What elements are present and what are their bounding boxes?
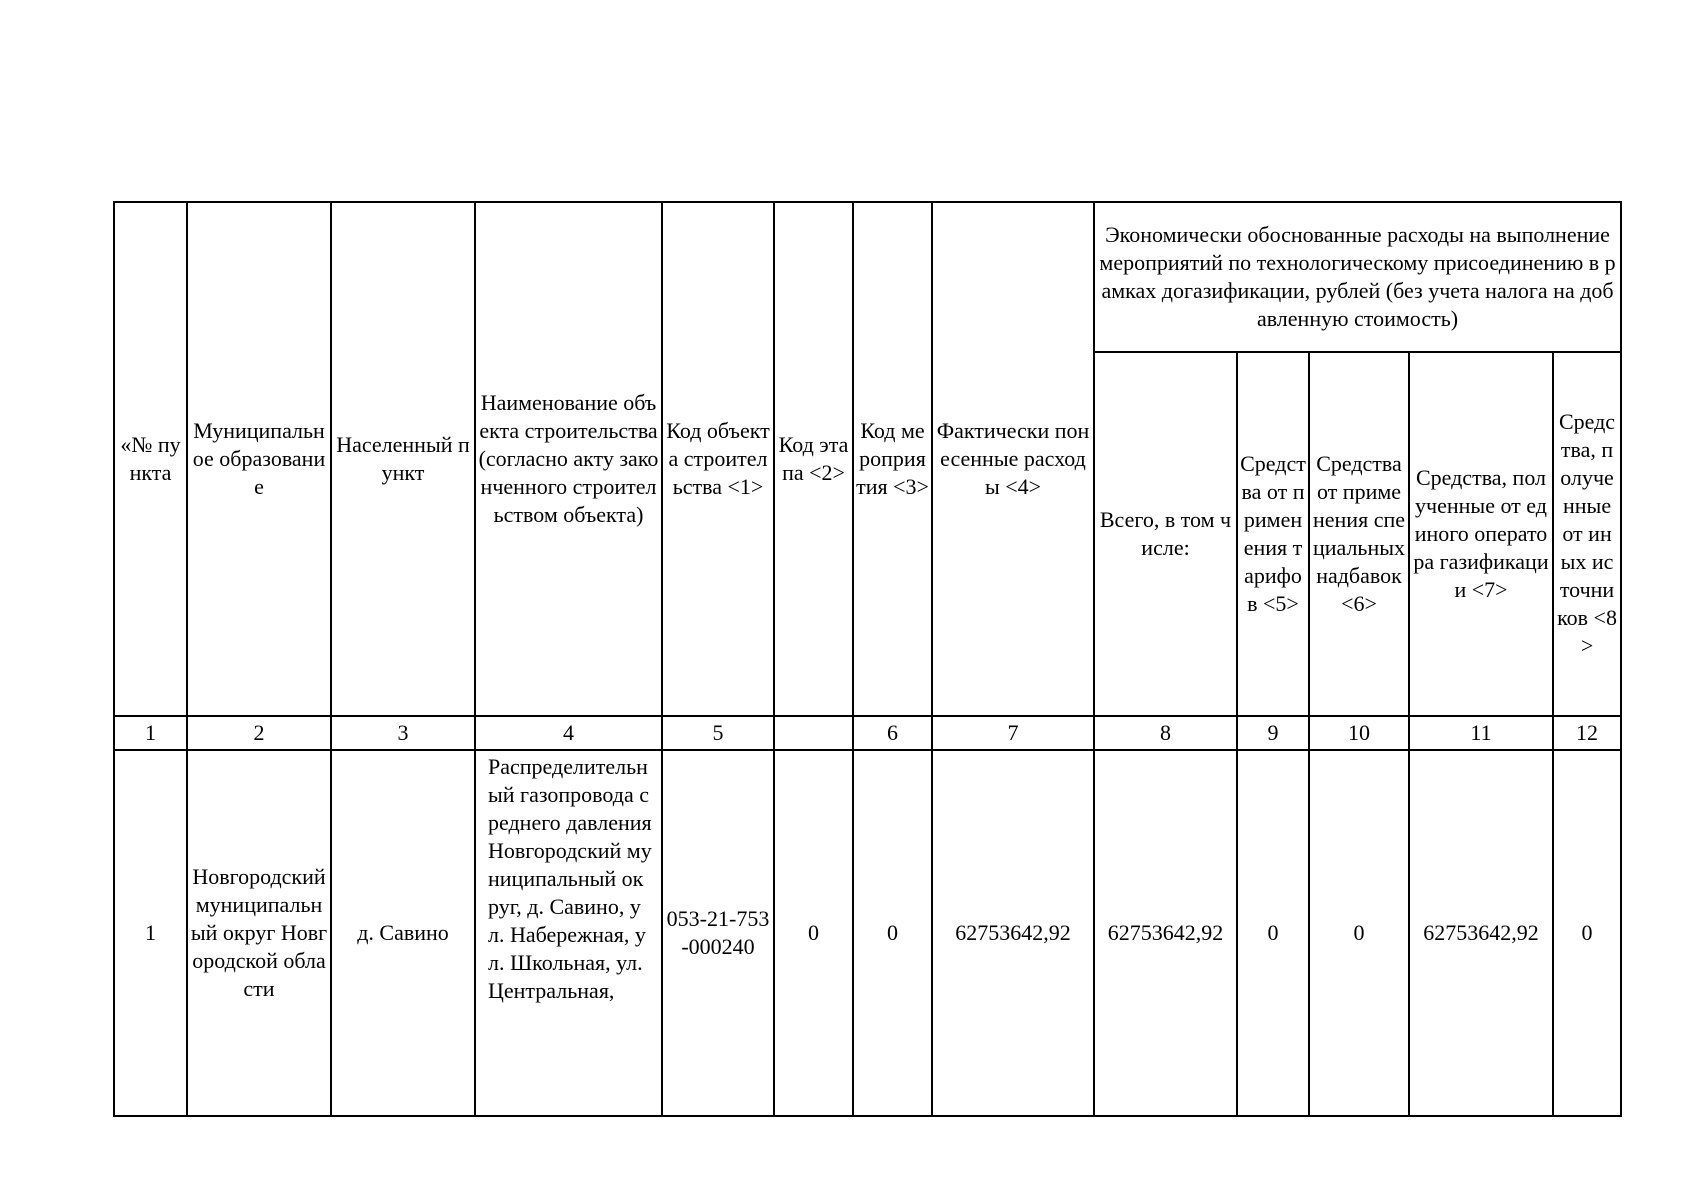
cell-other: 0 [1553, 750, 1621, 1116]
cell-stage-code: 0 [774, 750, 853, 1116]
cell-object-name-text: Распределительный газопровода среднего давления Новгородский муниципальный округ, д. Савино, ул. Набережная, ул. Школьная, ул. Центральная, [488, 754, 652, 1003]
column-number: 11 [1409, 716, 1553, 750]
column-number [774, 716, 853, 750]
cell-municipality: Новгородский муниципальный округ Новгородской области [187, 750, 331, 1116]
column-number: 3 [331, 716, 475, 750]
header-settlement: Населенный пункт [331, 202, 475, 716]
column-number: 4 [475, 716, 662, 750]
header-stage-code: Код этапа <2> [774, 202, 853, 716]
column-number: 12 [1553, 716, 1621, 750]
cell-operator: 62753642,92 [1409, 750, 1553, 1116]
header-tariffs: Средства от применения тарифов <5> [1237, 352, 1309, 716]
header-object-name: Наименование объекта строительства (согласно акту законченного строительством объекта) [475, 202, 662, 716]
cell-total: 62753642,92 [1094, 750, 1237, 1116]
gasification-costs-table [113, 201, 1622, 1117]
column-number: 7 [932, 716, 1094, 750]
column-number-row [114, 716, 1621, 750]
cell-object-name [475, 750, 662, 1116]
table-row [114, 750, 1621, 1116]
column-number: 8 [1094, 716, 1237, 750]
header-operator: Средства, полученные от единого оператора газификации <7> [1409, 352, 1553, 716]
header-other: Средства, полученные от иных источников <8> [1553, 352, 1621, 716]
header-row-top [114, 202, 1621, 352]
header-measure-code: Код мероприятия <3> [853, 202, 932, 716]
header-municipality: Муниципальное образование [187, 202, 331, 716]
cell-settlement: д. Савино [331, 750, 475, 1116]
header-total: Всего, в том числе: [1094, 352, 1237, 716]
header-actual-costs: Фактически понесенные расходы <4> [932, 202, 1094, 716]
header-item-no: «№ пункта [114, 202, 187, 716]
column-number: 2 [187, 716, 331, 750]
header-group-economic-costs: Экономически обоснованные расходы на выполнение мероприятий по технологическому присоединению в рамках догазификации, рублей (без учета налога на добавленную стоимость) [1094, 202, 1621, 352]
cell-surcharges: 0 [1309, 750, 1409, 1116]
cell-tariffs: 0 [1237, 750, 1309, 1116]
header-object-code: Код объекта строительства <1> [662, 202, 774, 716]
cell-actual-costs: 62753642,92 [932, 750, 1094, 1116]
cell-measure-code: 0 [853, 750, 932, 1116]
header-surcharges: Средства от применения специальных надбавок <6> [1309, 352, 1409, 716]
column-number: 9 [1237, 716, 1309, 750]
cell-item-no: 1 [114, 750, 187, 1116]
column-number: 6 [853, 716, 932, 750]
cell-object-code: 053-21-753-000240 [662, 750, 774, 1116]
column-number: 1 [114, 716, 187, 750]
column-number: 5 [662, 716, 774, 750]
column-number: 10 [1309, 716, 1409, 750]
